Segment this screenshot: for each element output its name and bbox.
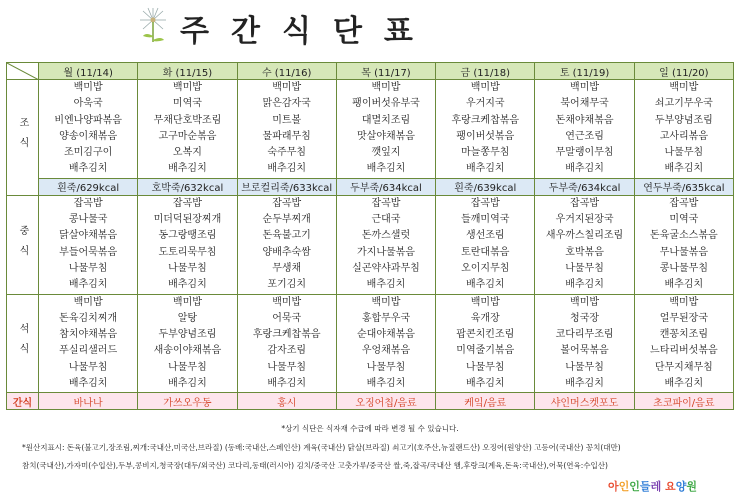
lunch-cell: [634, 195, 733, 294]
menu-item: 배추김치: [267, 163, 307, 175]
menu-item: 동그랑땡조림: [158, 230, 217, 242]
menu-item: 돈육굴소스볶음: [650, 230, 718, 242]
menu-item: 백미밥: [371, 82, 401, 93]
menu-item: 나물무침: [168, 262, 207, 274]
dinner-cell: [634, 294, 733, 393]
lunch-cell: [436, 195, 535, 294]
menu-item: 마늘쫑무침: [461, 147, 510, 159]
menu-item: 볼어묵볶음: [560, 345, 609, 357]
dinner-cell: [237, 294, 336, 393]
menu-item: 배추김치: [565, 279, 604, 291]
logo-char: 레: [650, 480, 662, 493]
menu-item: 배추김치: [68, 279, 108, 291]
menu-item: 캔꽁치조림: [659, 329, 708, 341]
menu-item: 잡곡밥: [669, 197, 699, 209]
menu-item: 팝콘치킨조림: [456, 329, 515, 341]
menu-item: 돈까스샐럿: [361, 230, 411, 242]
lunch-row: [7, 195, 734, 294]
porridge-cell: 두부죽/634kcal: [336, 178, 435, 195]
menu-item: 우거지국: [465, 98, 505, 110]
menu-item: 어묵국: [272, 312, 302, 324]
corner-cell: [7, 63, 39, 80]
logo-char: 들: [639, 480, 651, 493]
menu-item: 대멸치조림: [361, 114, 411, 126]
breakfast-cell: [39, 80, 138, 179]
menu-item: 나물무침: [465, 361, 505, 373]
menu-item: 후랑크케찹볶음: [451, 114, 520, 126]
menu-item: 근대국: [371, 214, 401, 226]
menu-item: 도토리묵무침: [158, 246, 217, 258]
dinner-cell: [436, 294, 535, 393]
menu-item: 비엔나양파볶음: [54, 114, 122, 126]
menu-item: 돈육김치찌개: [59, 312, 118, 324]
day-header: 월 (11/14): [39, 63, 138, 80]
menu-item: 순두부찌개: [262, 214, 311, 226]
facility-logo: [608, 478, 697, 494]
menu-item: 새우까스칠리조림: [545, 230, 624, 242]
menu-item: 연근조림: [565, 130, 604, 142]
menu-item: 무말랭이무침: [555, 147, 614, 159]
menu-item: 쇠고기무우국: [654, 98, 713, 110]
header: [0, 0, 740, 56]
porridge-row: [7, 178, 734, 195]
menu-item: 배추김치: [267, 378, 307, 390]
menu-item: 백미밥: [570, 296, 600, 308]
menu-item: 미더덕된장찌개: [153, 214, 222, 226]
menu-item: 백미밥: [172, 82, 202, 93]
menu-item: 잡곡밥: [470, 197, 500, 209]
menu-item: 닭살야채볶음: [59, 230, 118, 242]
menu-item: 나물무침: [68, 361, 108, 373]
menu-item: 맑은감자국: [262, 98, 311, 110]
menu-item: 나물무침: [664, 147, 704, 159]
menu-item: 배추김치: [565, 378, 604, 390]
day-header: 금 (11/18): [436, 63, 535, 80]
menu-item: 나물무침: [68, 262, 108, 274]
origin-line: *원산지표시: 돈육(불고기,장조림,찌개:국내산,미국산,브라질) (동배:국내산,스페인산) 계육(국내산) 닭살(브라질) 쇠고기(호주산,뉴질랜드산) 오징어(원양산) 고등어(국내산) 꽁치(대만): [22, 443, 621, 452]
menu-item: 백미밥: [172, 296, 202, 308]
menu-item: 우엉채볶음: [361, 345, 411, 357]
menu-item: 가지나물볶음: [357, 246, 415, 258]
menu-item: 순대야채볶음: [357, 329, 415, 341]
menu-item: 잡곡밥: [172, 197, 202, 209]
day-header: 목 (11/17): [336, 63, 435, 80]
snack-cell: 가쓰오우동: [138, 393, 237, 410]
menu-item: 깻잎지: [371, 147, 401, 159]
menu-item: 잡곡밥: [371, 197, 401, 209]
day-header: 토 (11/19): [535, 63, 634, 80]
logo-char: 인: [629, 480, 640, 493]
dinner-cell: [138, 294, 237, 393]
menu-item: 백미밥: [470, 296, 500, 308]
menu-item: 감자조림: [267, 345, 307, 357]
menu-item: 배추김치: [366, 163, 406, 175]
menu-item: 배추김치: [465, 279, 505, 291]
menu-item: 백미밥: [371, 296, 401, 308]
menu-item: 고구마순볶음: [158, 130, 217, 142]
menu-item: 잡곡밥: [570, 197, 600, 209]
menu-item: 두부양념조림: [654, 114, 713, 126]
menu-item: 배추김치: [565, 163, 604, 175]
lunch-cell: [336, 195, 435, 294]
menu-item: 백미밥: [73, 82, 103, 93]
menu-item: 토란대볶음: [461, 246, 510, 258]
porridge-cell: 흰죽/629kcal: [39, 178, 138, 195]
menu-item: 백미밥: [470, 82, 500, 93]
lunch-cell: [535, 195, 634, 294]
menu-item: 양송이채볶음: [59, 130, 118, 142]
snack-row: [7, 393, 734, 410]
breakfast-cell: [336, 80, 435, 179]
lunch-cell: [237, 195, 336, 294]
snack-cell: 바나나: [39, 393, 138, 410]
porridge-cell: 호박죽/632kcal: [138, 178, 237, 195]
menu-item: 배추김치: [68, 378, 108, 390]
menu-item: 백미밥: [272, 82, 302, 93]
menu-item: 맛살야채볶음: [357, 130, 415, 142]
menu-item: 배추김치: [465, 163, 505, 175]
menu-item: 배추김치: [366, 378, 406, 390]
menu-item: 고사리볶음: [659, 130, 708, 142]
origin-info: [22, 439, 722, 475]
breakfast-row: [7, 80, 734, 179]
menu-item: 콩나물국: [68, 214, 108, 226]
menu-item: 백미밥: [73, 296, 103, 308]
origin-line: 참치(국내산),가자미(수입산),두부,콩비지,청국장(대두/외국산) 코다리,동태(러시아) 김치/중국산 고춧가루/중국산 쌀,죽,잡곡/국내산 햄,후랑크(계육,돈육:국내산),어묵(연육:수입산): [22, 461, 608, 470]
menu-item: 잡곡밥: [73, 197, 103, 209]
menu-item: 돈육불고기: [262, 230, 311, 242]
snack-cell: 오징어칩/음료: [336, 393, 435, 410]
breakfast-cell: [634, 80, 733, 179]
menu-item: 나물무침: [366, 361, 406, 373]
porridge-cell: 흰죽/639kcal: [436, 178, 535, 195]
porridge-cell: 연두부죽/635kcal: [634, 178, 733, 195]
logo-char: 양: [675, 480, 687, 493]
menu-item: 얼무된장국: [659, 312, 708, 324]
menu-item: 미역국: [172, 98, 202, 110]
menu-item: 콩나물무침: [659, 262, 708, 274]
day-header-row: [7, 63, 734, 80]
menu-item: 무생채: [272, 262, 302, 274]
menu-item: 백미밥: [272, 296, 302, 308]
menu-item: 조미김구이: [63, 147, 113, 159]
dinner-cell: [336, 294, 435, 393]
meal-label-breakfast: 조식: [7, 80, 39, 196]
menu-item: 포기김치: [267, 279, 307, 291]
menu-item: 부들어묵볶음: [59, 246, 118, 258]
day-header: 수 (11/16): [237, 63, 336, 80]
logo-char: 아: [608, 480, 619, 493]
menu-item: 생선조림: [465, 230, 505, 242]
page-title: 주간식단표: [180, 14, 435, 49]
porridge-cell: 브로컬리죽/633kcal: [237, 178, 336, 195]
menu-item: 배추김치: [168, 163, 207, 175]
menu-item: 팽이버섯볶음: [456, 130, 515, 142]
breakfast-cell: [436, 80, 535, 179]
day-header: 화 (11/15): [138, 63, 237, 80]
menu-item: 홍합무우국: [361, 312, 411, 324]
menu-item: 나물무침: [267, 361, 307, 373]
menu-item: 미역국: [669, 214, 699, 226]
menu-item: 아욱국: [73, 98, 103, 110]
dinner-cell: [535, 294, 634, 393]
menu-item: 나물무침: [168, 361, 207, 373]
menu-change-note: *상기 식단은 식자재 수급에 따라 변경 될 수 있습니다.: [281, 424, 459, 433]
menu-item: 알탕: [177, 312, 198, 324]
lunch-cell: [39, 195, 138, 294]
menu-item: 오복지: [172, 147, 202, 159]
lunch-cell: [138, 195, 237, 294]
snack-cell: 초코파이/음료: [634, 393, 733, 410]
meal-label-dinner: 석식: [7, 294, 39, 393]
menu-item: 무채단호박조림: [153, 114, 222, 126]
menu-item: 미역줄기볶음: [456, 345, 515, 357]
menu-item: 단무지채무침: [654, 361, 713, 373]
menu-item: 북어채무국: [560, 98, 609, 110]
menu-item: 우거지된장국: [555, 214, 614, 226]
menu-item: 배추김치: [465, 378, 505, 390]
menu-item: 실곤약샤과무침: [352, 262, 420, 274]
porridge-cell: 두부죽/634kcal: [535, 178, 634, 195]
logo-char: 요: [665, 480, 676, 493]
menu-item: 물파래무침: [262, 130, 311, 142]
menu-item: 배추김치: [664, 163, 704, 175]
menu-item: 코다리무조림: [555, 329, 614, 341]
diagonal-line: [7, 63, 39, 80]
meal-label-snack: 간식: [7, 393, 39, 410]
menu-item: 무나물볶음: [659, 246, 708, 258]
breakfast-cell: [535, 80, 634, 179]
dinner-row: [7, 294, 734, 393]
menu-item: 배추김치: [168, 279, 207, 291]
breakfast-cell: [237, 80, 336, 179]
snack-cell: 샤인머스켓포도: [535, 393, 634, 410]
logo-char: 원: [686, 480, 697, 493]
menu-item: 백미밥: [669, 296, 699, 308]
menu-item: 오이지무침: [461, 262, 510, 274]
menu-item: 후랑크케찹볶음: [252, 329, 321, 341]
menu-item: 배추김치: [664, 279, 704, 291]
menu-item: 백미밥: [669, 82, 699, 93]
breakfast-cell: [138, 80, 237, 179]
weekly-menu-table: [6, 62, 734, 410]
menu-item: 백미밥: [570, 82, 600, 93]
menu-item: 잡곡밥: [272, 197, 302, 209]
menu-item: 돈채야채볶음: [555, 114, 614, 126]
menu-item: 푸실리샐러드: [59, 345, 118, 357]
dinner-cell: [39, 294, 138, 393]
menu-item: 느타리버섯볶음: [650, 345, 718, 357]
menu-item: 육개장: [470, 312, 500, 324]
day-header: 일 (11/20): [634, 63, 733, 80]
menu-item: 미트볼: [272, 114, 302, 126]
menu-item: 숙주무침: [267, 147, 307, 159]
menu-item: 들깨미역국: [461, 214, 510, 226]
menu-item: 청국장: [570, 312, 600, 324]
logo-char: 인: [618, 480, 630, 493]
menu-item: 나물무침: [565, 361, 604, 373]
menu-item: 배추김치: [366, 279, 406, 291]
menu-item: 나물무침: [565, 262, 604, 274]
menu-item: 두부양념조림: [158, 329, 217, 341]
dandelion-icon: [135, 6, 171, 46]
menu-item: 배추김치: [68, 163, 108, 175]
menu-item: 팽이버섯유부국: [352, 98, 420, 110]
menu-item: 양배추숙쌈: [262, 246, 311, 258]
menu-item: 배추김치: [168, 378, 207, 390]
snack-cell: 케잌/음료: [436, 393, 535, 410]
menu-item: 참치야채볶음: [59, 329, 118, 341]
menu-item: 호박볶음: [565, 246, 604, 258]
menu-item: 배추김치: [664, 378, 704, 390]
snack-cell: 홍시: [237, 393, 336, 410]
menu-item: 새송이야채볶음: [153, 345, 222, 357]
meal-label-lunch: 중식: [7, 195, 39, 294]
